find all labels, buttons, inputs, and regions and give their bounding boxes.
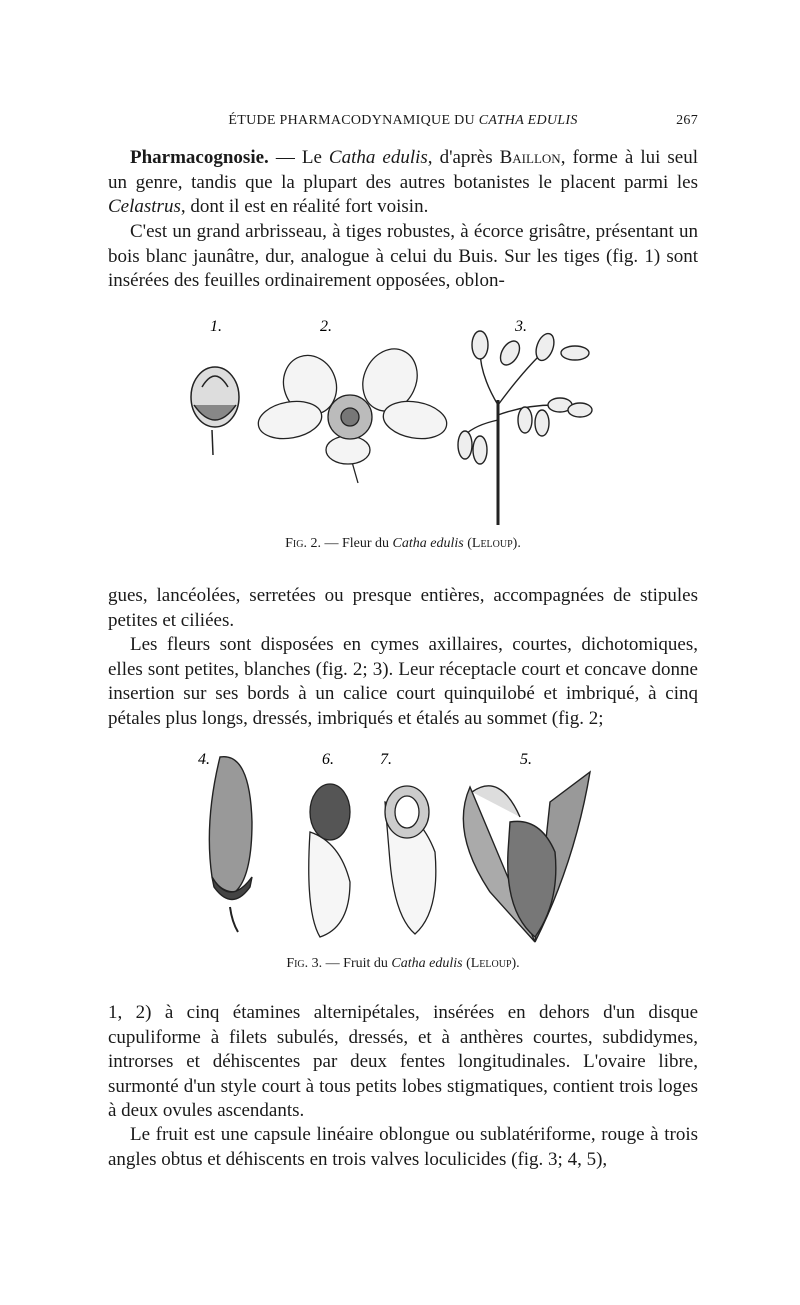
figure-3-illustration	[190, 742, 610, 952]
paragraph-fruit: Le fruit est une capsule linéaire oblongue ou sublatériforme, rouge à trois angles obtus et déhiscents en trois valves loculicides (fig. 3; 4, 5),	[108, 1124, 698, 1170]
running-title: ÉTUDE PHARMACODYNAMIQUE DU CATHA EDULIS	[228, 113, 578, 128]
inflorescence-drawing	[458, 331, 592, 525]
open-flower-drawing	[255, 340, 449, 483]
figure-2-illustration	[180, 305, 600, 530]
paragraph-stamens: 1, 2) à cinq étamines alternipétales, insérées en dehors d'un disque cupuliforme à filets subulés, dressés, et à anthères courtes, subdidymes, introrses et déhiscentes par deux fentes longitudinales. L'ovaire libre, surmonté d'un style court à tous petits lobes stigmatiques, contient trois loges à deux ovules ascendants.	[108, 1002, 698, 1121]
figure-3-caption: Fig. 3. — Fruit du Catha edulis (Leloup).	[286, 956, 520, 971]
fig3-label-7: 7.	[380, 751, 392, 768]
fig3-label-4: 4.	[198, 751, 210, 768]
fig2-label-1: 1.	[210, 318, 222, 335]
figure-2-caption: Fig. 2. — Fleur du Catha edulis (Leloup).	[285, 536, 521, 551]
dehiscent-capsule-drawing	[463, 772, 590, 942]
fig3-label-6: 6.	[322, 751, 334, 768]
paragraph-description: C'est un grand arbrisseau, à tiges robustes, à écorce grisâtre, présentant un bois blanc jaunâtre, dur, analogue à celui du Buis. Sur les tiges (fig. 1) sont insérées des feuilles ordinairement opposées, oblon-	[108, 221, 698, 291]
paragraph-leaves: gues, lancéolées, serretées ou presque entières, accompagnées de stipules petites et ciliées.	[108, 585, 698, 631]
seed-drawing	[309, 784, 350, 937]
fig3-label-5: 5.	[520, 751, 532, 768]
paragraph-pharmacognosie: Pharmacognosie. — Le Catha edulis, d'après Baillon, forme à lui seul un genre, tandis que la plupart des autres botanistes le placent parmi les Celastrus, dont il est en réalité fort voisin.	[108, 147, 699, 217]
fig2-label-2: 2.	[320, 318, 332, 335]
seed-section-drawing	[385, 786, 436, 934]
paragraph-flowers: Les fleurs sont disposées en cymes axillaires, courtes, dichotomiques, elles sont petites, blanches (fig. 2; 3). Leur réceptacle court et concave donne insertion sur ses bords à un calice court quinquilobé et imbriqué, à cinq pétales plus longs, dressés, imbriqués et étalés au sommet (fig. 2;	[108, 634, 698, 729]
section-heading: Pharmacognosie.	[130, 147, 269, 168]
fruit-drawing	[209, 757, 252, 932]
flower-bud-drawing	[191, 367, 239, 455]
fig2-label-3: 3.	[515, 318, 527, 335]
page-number: 267	[676, 113, 698, 128]
running-header	[108, 113, 698, 129]
